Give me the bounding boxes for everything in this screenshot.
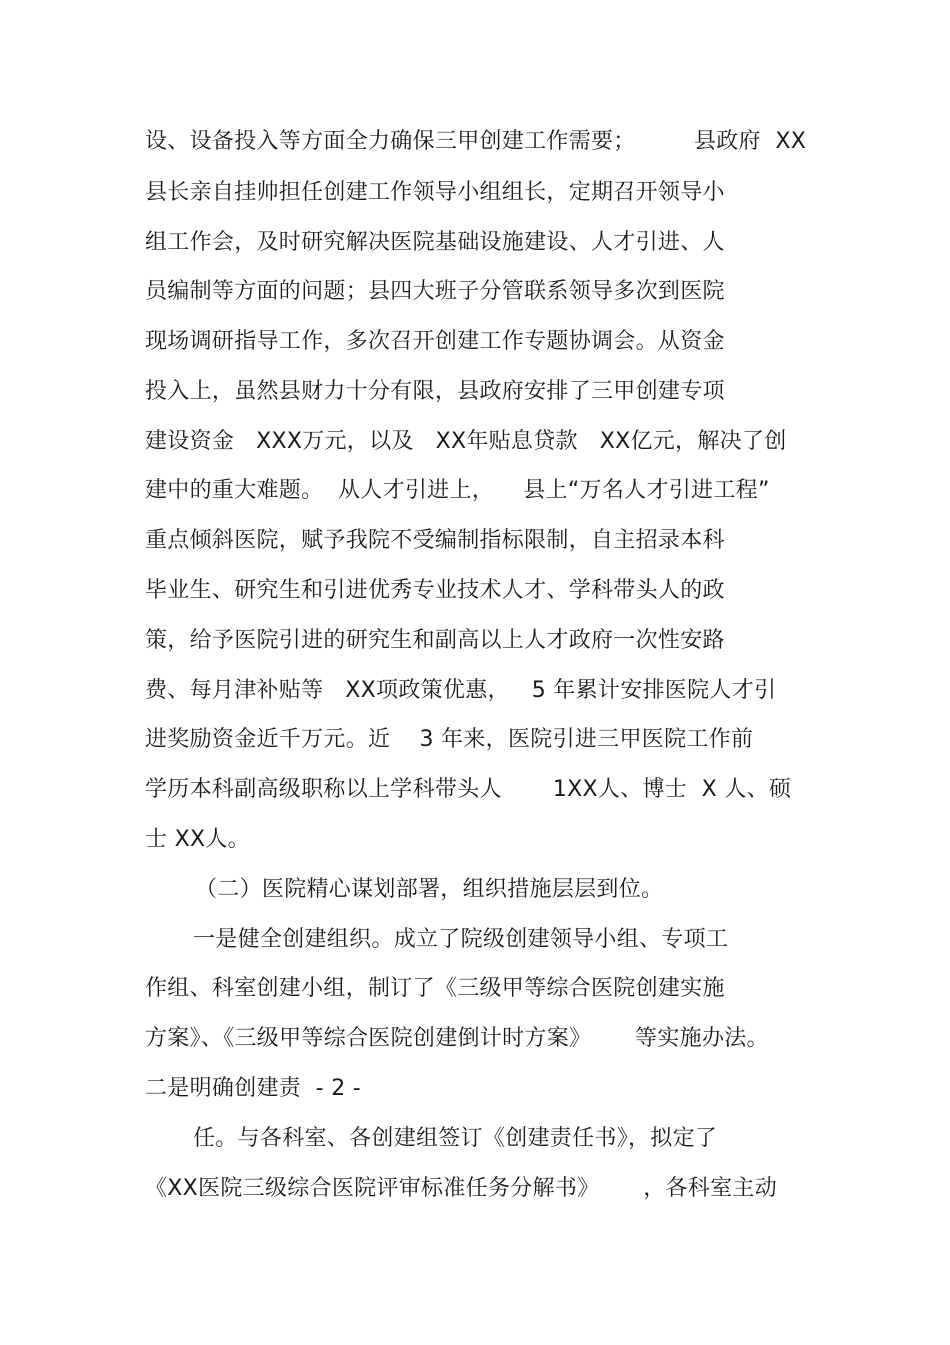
text-line: 员编制等方面的问题；县四大班子分管联系领导多次到医院 [145,279,725,304]
text-line: 方案》、《三级甲等综合医院创建倒计时方案》 等实施办法。 [145,1026,769,1051]
text-line: 毕业生、研究生和引进优秀专业技术人才、学科带头人的政 [145,578,725,603]
text-line: 设、设备投入等方面全力确保三甲创建工作需要； 县政府 XX [145,129,807,154]
text-line: 县长亲自挂帅担任创建工作领导小组组长，定期召开领导小 [145,180,725,205]
text-line: 学历本科副高级职称以上学科带头人 1XX人、博士 X 人、硕 [145,777,792,802]
text-line: 费、每月津补贴等 XX项政策优惠， 5 年累计安排医院人才引 [145,678,777,703]
text-line: 策，给予医院引进的研究生和副高以上人才政府一次性安路 [145,628,725,653]
text-line: 组工作会，及时研究解决医院基础设施建设、人才引进、人 [145,230,725,255]
text-line: 重点倾斜医院，赋予我院不受编制指标限制，自主招录本科 [145,528,725,553]
text-line: 投入上，虽然县财力十分有限，县政府安排了三甲创建专项 [145,379,725,404]
section-heading: （二）医院精心谋划部署，组织措施层层到位。 [195,877,664,902]
text-line: 现场调研指导工作，多次召开创建工作专题协调会。从资金 [145,329,725,354]
text-line: 进奖励资金近千万元。近 3 年来，医院引进三甲医院工作前 [145,727,754,752]
text-line: 作组、科室创建小组，制订了《三级甲等综合医院创建实施 [145,976,725,1001]
text-line: 一是健全创建组织。成立了院级创建领导小组、专项工 [193,927,729,952]
text-line: 任。与各科室、各创建组签订《创建责任书》，拟定了 [193,1126,718,1151]
text-line: 建设资金 XXX万元，以及 XX年贴息贷款 XX亿元，解决了创 [145,429,787,454]
text-line: 《XX医院三级综合医院评审标准任务分解书》 ，各科室主动 [145,1176,778,1201]
text-line: 建中的重大难题。 从人才引进上， 县上“万名人才引进工程” [145,478,770,503]
text-line-with-page-number: 二是明确创建责 - 2 - [145,1076,362,1101]
text-line: 士 XX人。 [145,827,250,852]
